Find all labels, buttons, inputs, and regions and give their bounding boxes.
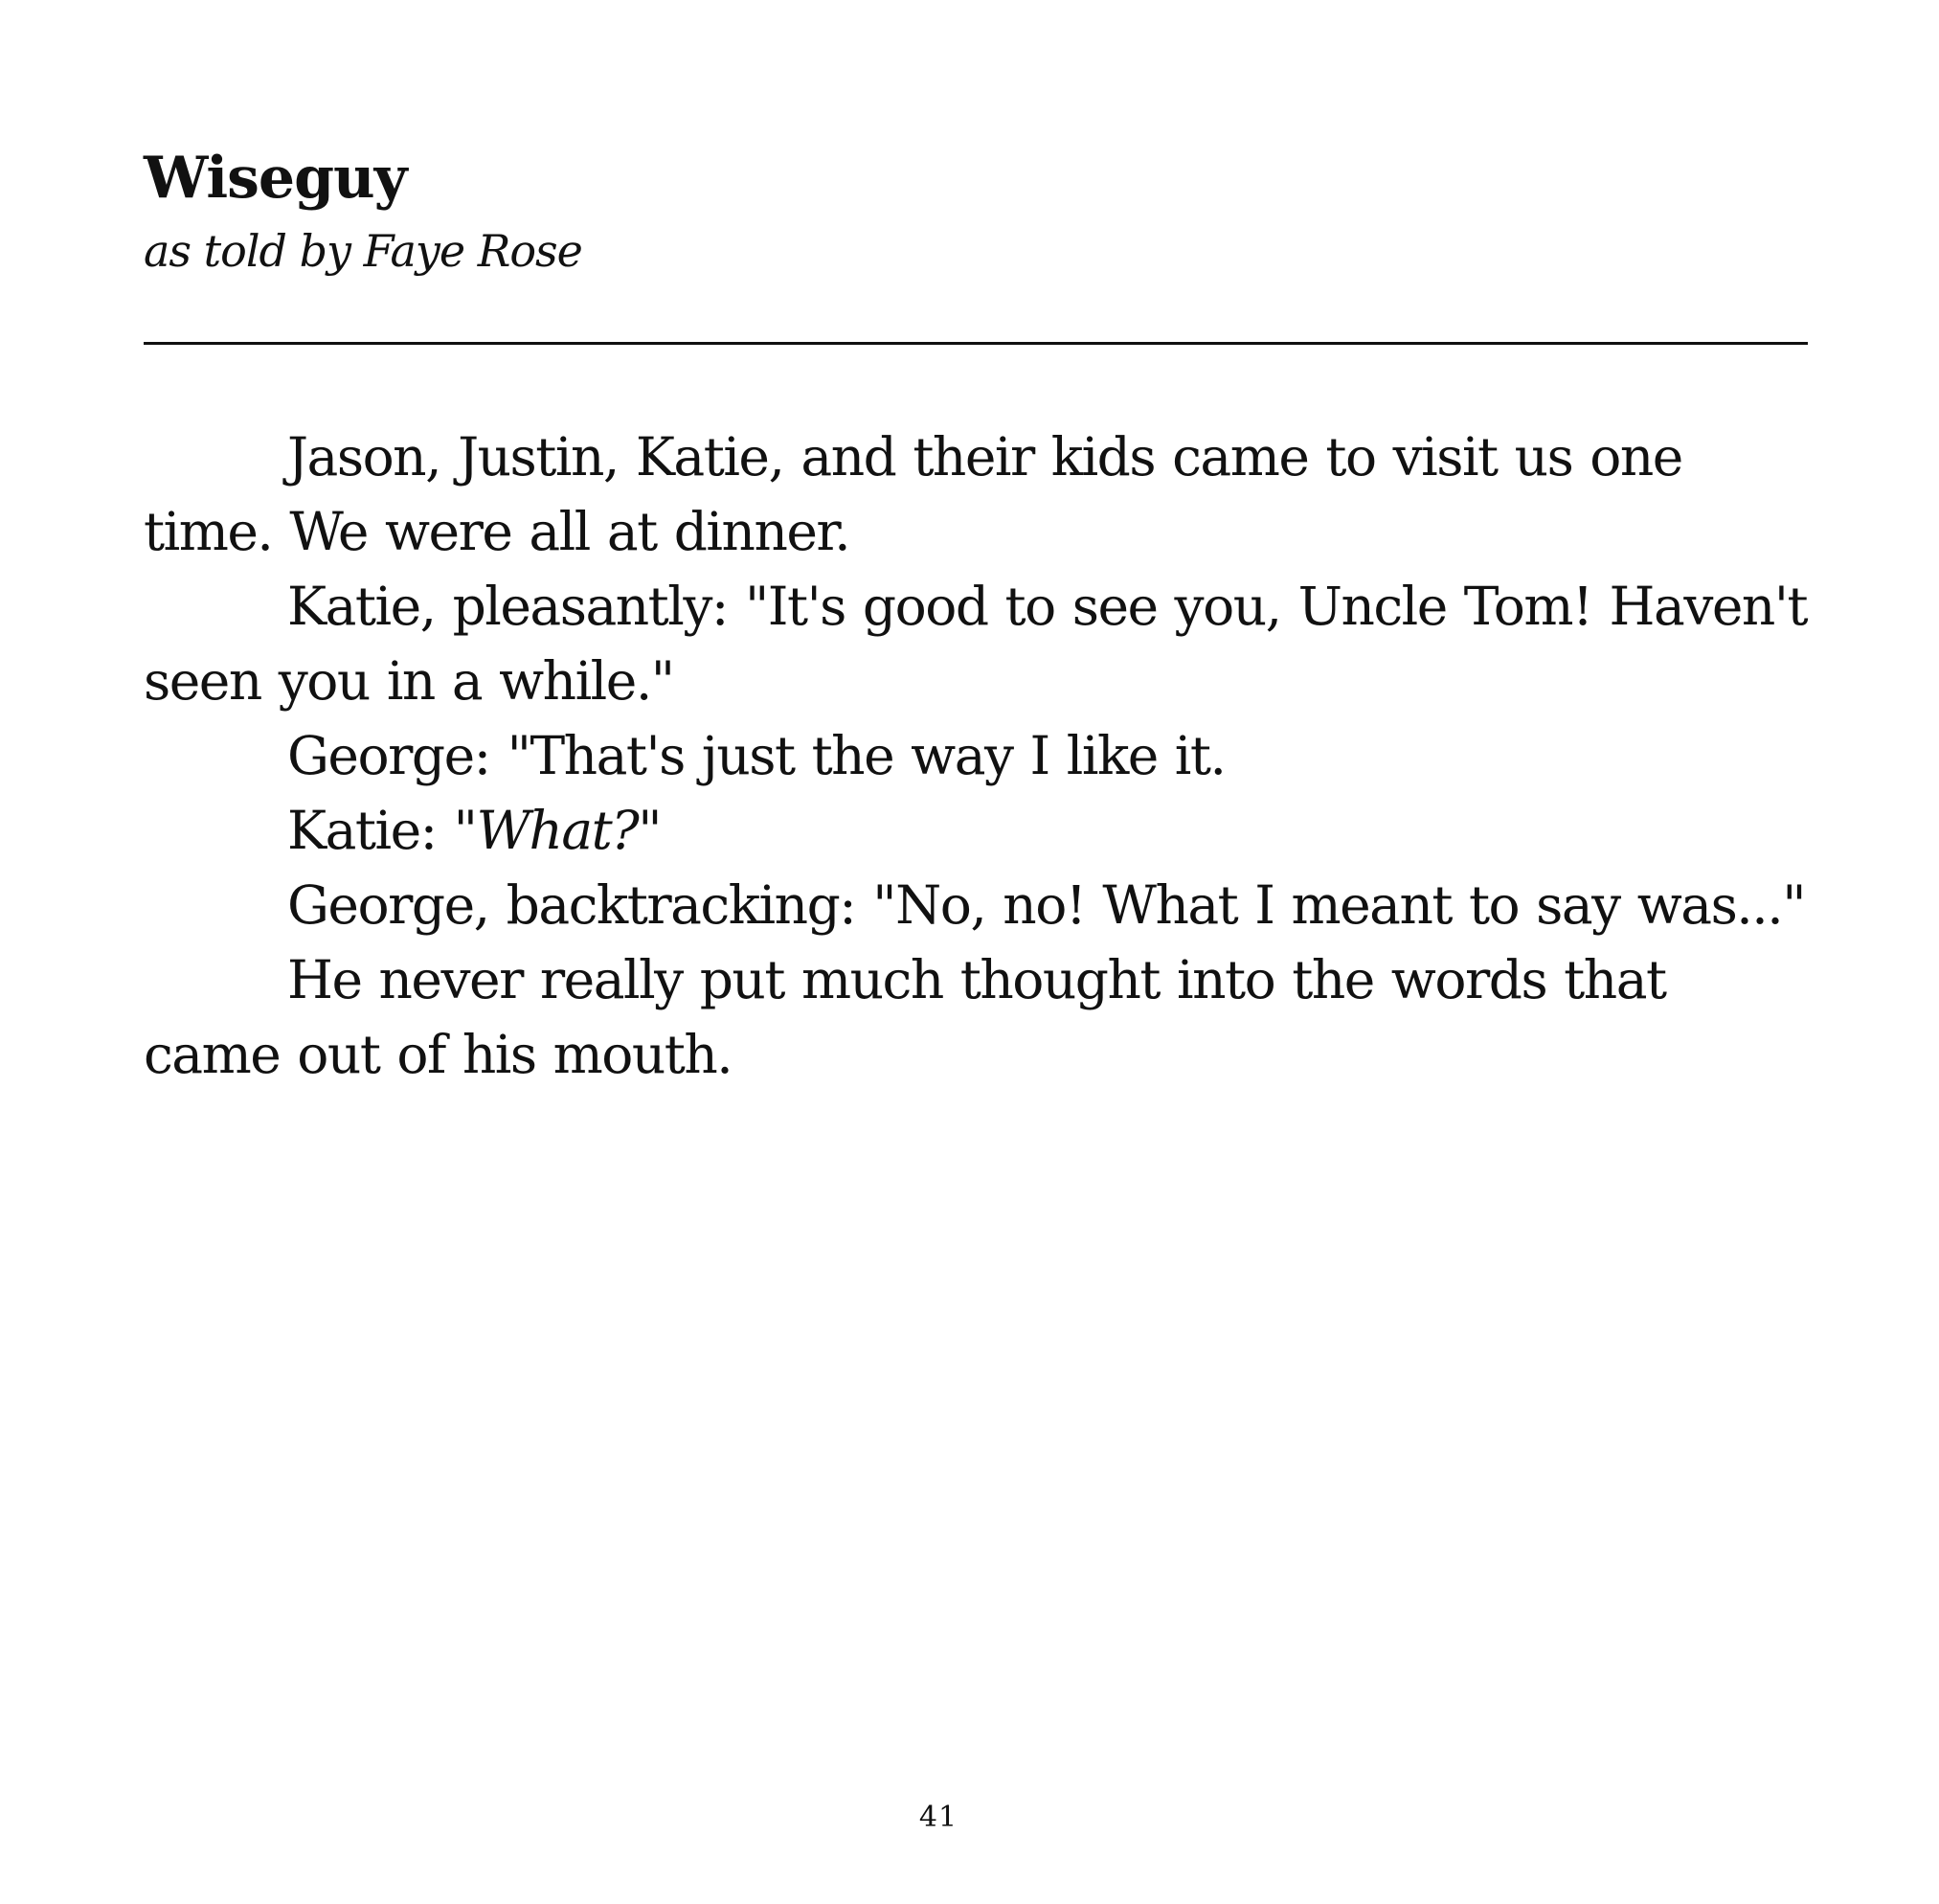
paragraph-katie-what [144, 793, 1808, 868]
title-divider [144, 342, 1808, 345]
paragraph-george-backtracking: George, backtracking: "No, no! What I meant to say was..." [287, 874, 1806, 936]
paragraph-visit: Jason, Justin, Katie, and their kids came to visit us one time. We were all at dinner. [144, 426, 1682, 562]
story-byline: as told by Faye Rose [144, 225, 582, 277]
paragraph-katie-greeting: Katie, pleasantly: "It's good to see you, Uncle Tom! Haven't seen you in a while." [144, 576, 1808, 712]
page-number: 41 [918, 1801, 958, 1834]
katie-speaker: Katie: [287, 800, 437, 861]
katie-quote: "What?" [453, 800, 662, 861]
paragraph-george-reply: George: "That's just the way I like it. [287, 725, 1226, 786]
story-body [144, 419, 1808, 1092]
paragraph-conclusion: He never really put much thought into the words that came out of his mouth. [144, 949, 1666, 1085]
story-title: Wiseguy [144, 145, 407, 212]
